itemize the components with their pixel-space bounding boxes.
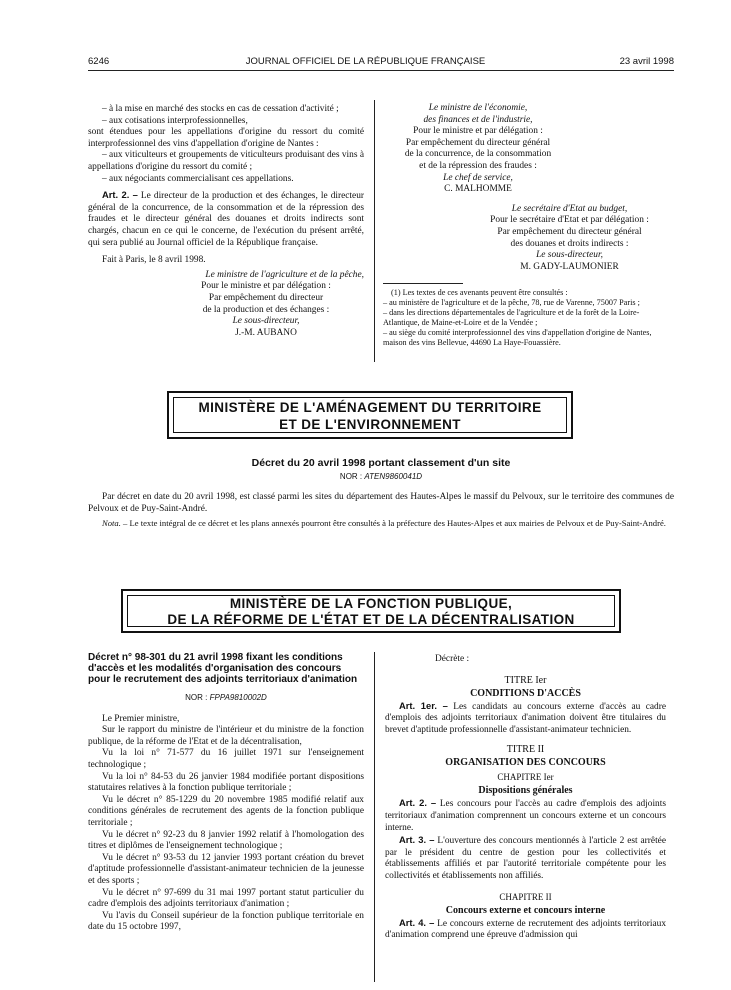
place-date: Fait à Paris, le 8 avril 1998. (102, 255, 206, 266)
visa-paragraph: Vu le décret n° 97-699 du 31 mai 1997 portant statut particulier du cadre d'emplois des adjoints territoriaux d'animation ; (88, 887, 364, 910)
paragraph: Le Premier ministre, (102, 713, 180, 724)
signature-line: Pour le ministre et par délégation : (201, 281, 331, 292)
nor-value: ATEN9860041D (364, 472, 423, 481)
chapter-heading: CHAPITRE Ier (497, 772, 554, 783)
nor-value: FPPA9810002D (209, 692, 267, 702)
top-left-column (88, 104, 364, 339)
footnote-rule (383, 283, 463, 284)
signature-line: Le chef de service, (443, 172, 513, 183)
article-label: Art. 4. – (399, 916, 435, 928)
ministry-title-line: ET DE L'ENVIRONNEMENT (279, 417, 461, 432)
issue-date: 23 avril 1998 (619, 56, 674, 67)
header-rule (88, 70, 674, 71)
signatory-name: J.-M. AUBANO (235, 327, 297, 338)
decree2-right-column (385, 654, 666, 942)
list-item: – aux viticulteurs et groupements de viticulteurs produisant des vins à appellations d'origine du ressort du comité ; (88, 150, 364, 172)
ministry-title-line: DE LA RÉFORME DE L'ÉTAT ET DE LA DÉCENTRALISATION (167, 612, 575, 627)
chapter-heading: CHAPITRE II (499, 891, 552, 902)
footnote-line: – au siège du comité interprofessionnel des vins d'appellation d'origine de Nantes, maison des vins Bellevue, 44690 La Haye-Fouassière. (383, 328, 652, 348)
signature-line: Pour le ministre et par délégation : (413, 126, 543, 137)
nor-reference (88, 693, 364, 702)
article-text: Les concours pour l'accès au cadre d'emplois des adjoints territoriaux d'animation comprennent un concours externe et un concours interne. (385, 799, 667, 833)
chapter-name: Dispositions générales (478, 785, 573, 797)
visa-paragraph: Vu la loi n° 71-577 du 16 juillet 1971 sur l'enseignement technologique ; (88, 748, 364, 770)
nota-text: – Le texte intégral de ce décret et les plans annexés pourront être consultés à la préfecture des Hautes-Alpes et aux mairies de Pelvoux et de Puy-Saint-André. (123, 518, 666, 528)
nor-label: NOR : (339, 472, 363, 481)
article-text: L'ouverture des concours mentionnés à l'article 2 est arrêtée par le président du centre de gestion pour les collectivités et établissements affiliés et par l'autorité territoriale compétente pour les collectivités et établissements non affiliés. (385, 836, 667, 881)
visa-paragraph: Sur le rapport du ministre de l'intérieur et du ministre de la fonction publique, de la réforme de l'Etat et de la décentralisation, (88, 725, 364, 747)
signature-line: Le sous-directeur, (536, 250, 603, 261)
article-1 (385, 700, 666, 737)
article-label: Art. 2. – (399, 797, 437, 809)
signature-block (88, 270, 364, 340)
article-2 (88, 189, 364, 249)
visa-paragraph: Vu le décret n° 93-53 du 12 janvier 1993 portant création du brevet d'aptitude professionnelle d'assistant-animateur technicien de la jeunesse et des sports ; (88, 852, 364, 886)
signature-line: des finances et de l'industrie, (423, 114, 533, 125)
article-label: Art. 2. – (102, 189, 138, 201)
footnote-line: – dans les directions départementales de l'agriculture et de la forêt de la Loire-Atlantique, de Maine-et-Loire et de la Vendée ; (383, 308, 640, 328)
article-text: Le directeur de la production et des échanges, le directeur général de la concurrence, de la consommation et de la répression des fraudes et le directeur général des douanes et droits indirects sont chargés, chacun en ce qui le concerne, de l'exécution du présent arrêté, qui sera publié au Journal officiel de la République française. (88, 191, 365, 248)
signature-line: de la concurrence, de la consommation (404, 149, 552, 160)
paragraph: sont étendues pour les appellations d'origine du ressort du comité interprofessionnel des vins d'appellation d'origine de Nantes : (88, 127, 364, 149)
top-right-column (383, 103, 666, 348)
signature-line: de la production et des échanges : (202, 304, 330, 315)
decree-note (88, 518, 674, 529)
footnote-line: (1) Les textes de ces avenants peuvent être consultés : (391, 288, 568, 298)
ministry-heading-box (167, 391, 573, 439)
footnote-line: – au ministère de l'agriculture et de la pêche, 78, rue de Varenne, 75007 Paris ; (383, 298, 640, 308)
list-item: – aux négociants commercialisant ces appellations. (102, 173, 294, 184)
visa-paragraph: Vu la loi n° 84-53 du 26 janvier 1984 modifiée portant dispositions statutaires relatives à la fonction publique territoriale ; (88, 771, 364, 794)
column-divider (374, 652, 375, 982)
signature-line: des douanes et droits indirects : (510, 238, 629, 249)
titre-heading: TITRE II (506, 744, 545, 756)
signature-line: Par empêchement du directeur (208, 292, 324, 303)
article-3 (385, 834, 666, 882)
signature-line: Le ministre de l'agriculture et de la pêche, (205, 269, 364, 280)
titre-name: CONDITIONS D'ACCÈS (470, 687, 581, 699)
article-text: Le concours externe de recrutement des adjoints territoriaux d'animation comprend une épreuve d'admission qui (385, 918, 667, 941)
list-item: – aux cotisations interprofessionnelles, (102, 115, 248, 126)
nota-label: Nota. (102, 518, 121, 528)
article-label: Art. 1er. – (399, 699, 448, 711)
visa-paragraph: Vu l'avis du Conseil supérieur de la fonction publique territoriale en date du 15 octobre 1997, (88, 910, 364, 933)
ministry-title-line: MINISTÈRE DE L'AMÉNAGEMENT DU TERRITOIRE (198, 400, 542, 415)
titre-heading: TITRE Ier (504, 674, 547, 686)
article-text: Les candidats au concours externe d'accès au cadre d'emplois des adjoints territoriaux d'animation doivent être titulaires du brevet d'aptitude professionnelle d'assistant-animateur technicien. (385, 701, 667, 735)
nor-label: NOR : (185, 692, 208, 702)
decrete: Décrète : (435, 654, 470, 664)
decree-title: Décret n° 98-301 du 21 avril 1998 fixant les conditions d'accès et les modalités d'organisation des concours pour le recrutement des adjoints territoriaux d'animation (88, 652, 358, 686)
page-number: 6246 (88, 56, 110, 67)
decree-text: Par décret en date du 20 avril 1998, est classé parmi les sites du département des Hautes-Alpes le massif du Pelvoux, sur le territoire des communes de Pelvoux et de Puy-Saint-André. (88, 492, 674, 514)
list-item: – à la mise en marché des stocks en cas de cessation d'activité ; (102, 104, 339, 114)
signature-line: Le ministre de l'économie, (428, 103, 528, 113)
article-2 (385, 797, 666, 834)
ministry-heading-box (121, 589, 621, 633)
signature-block (383, 103, 573, 196)
article-4 (385, 917, 666, 942)
decree-title: Décret du 20 avril 1998 portant classement d'un site (251, 457, 511, 469)
footnote (383, 288, 666, 348)
visa-paragraph: Vu le décret n° 85-1229 du 20 novembre 1985 modifié relatif aux conditions générales de recrutement des agents de la fonction publique territoriale ; (88, 794, 364, 828)
titre-name: ORGANISATION DES CONCOURS (445, 757, 606, 769)
ministry-title-line: MINISTÈRE DE LA FONCTION PUBLIQUE, (229, 596, 513, 611)
journal-title: JOURNAL OFFICIEL DE LA RÉPUBLIQUE FRANÇAISE (245, 56, 486, 67)
signature-line: Par empêchement du directeur général (497, 226, 642, 237)
signature-line: et de la répression des fraudes : (419, 160, 537, 171)
visa-paragraph: Vu le décret n° 92-23 du 8 janvier 1992 relatif à l'homologation des titres et diplômes de l'enseignement technologique ; (88, 829, 364, 852)
signature-block (473, 204, 666, 274)
signature-line: Le sous-directeur, (232, 316, 300, 327)
article-label: Art. 3. – (399, 834, 435, 846)
decree2-left-column (88, 652, 364, 934)
signature-line: Par empêchement du directeur général (405, 137, 551, 148)
chapter-name: Concours externe et concours interne (445, 904, 606, 916)
signatory-name: C. MALHOMME (444, 184, 512, 195)
signature-line: Pour le secrétaire d'Etat et par délégation : (490, 215, 649, 226)
signatory-name: M. GADY-LAUMONIER (520, 261, 619, 272)
column-divider (374, 100, 375, 362)
signature-line: Le secrétaire d'Etat au budget, (511, 203, 628, 214)
nor-reference (88, 472, 674, 481)
